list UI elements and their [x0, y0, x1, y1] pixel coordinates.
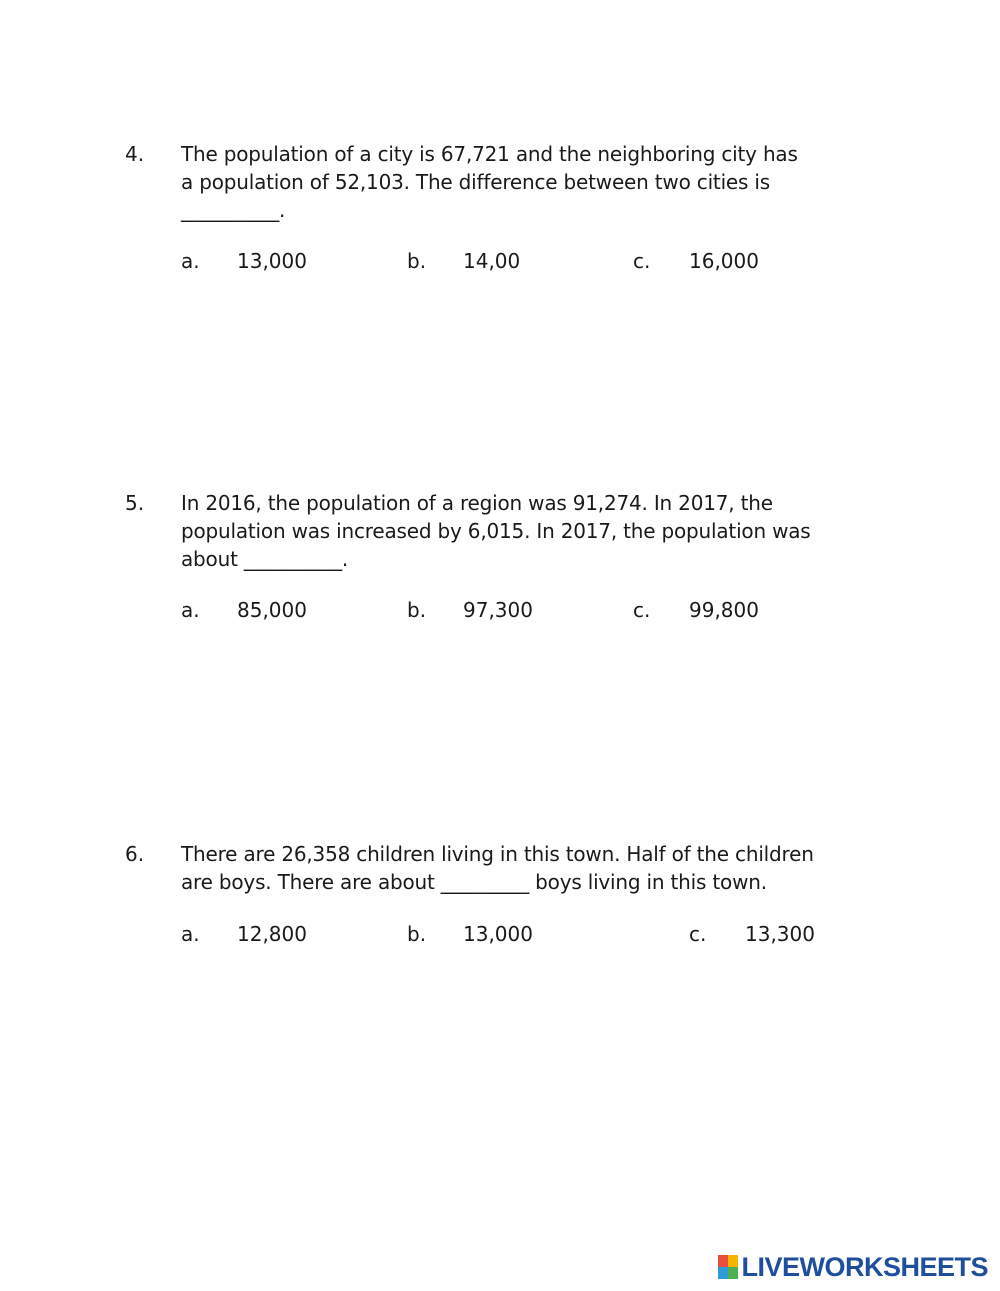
question-text [181, 140, 881, 224]
question-number: 6. [125, 842, 145, 866]
question-text-line: There are 26,358 children living in this town. Half of the children [181, 842, 814, 866]
logo-text: LIVEWORKSHEETS [741, 1251, 988, 1282]
option-value: 13,000 [463, 922, 533, 946]
question-text-line: a population of 52,103. The difference between two cities is [181, 170, 770, 194]
option-c[interactable] [633, 247, 759, 275]
question-text-line: population was increased by 6,015. In 2017, the population was [181, 519, 811, 543]
answer-options [181, 920, 881, 948]
liveworksheets-logo [718, 1253, 988, 1281]
option-letter: b. [407, 249, 427, 273]
question-text-line: The population of a city is 67,721 and the neighboring city has [181, 142, 798, 166]
option-b[interactable] [407, 596, 533, 624]
logo-mark-square [728, 1255, 738, 1267]
option-a[interactable] [181, 247, 307, 275]
logo-mark-square [718, 1255, 728, 1267]
option-letter: c. [689, 922, 707, 946]
option-letter: a. [181, 922, 200, 946]
question-text-line: In 2016, the population of a region was 91,274. In 2017, the [181, 491, 773, 515]
option-a[interactable] [181, 596, 307, 624]
answer-blank-line[interactable]: are boys. There are about _________ boys living in this town. [181, 870, 767, 894]
option-value: 14,00 [463, 249, 521, 273]
question-number: 5. [125, 491, 145, 515]
option-value: 16,000 [689, 249, 759, 273]
option-value: 85,000 [237, 598, 307, 622]
answer-options [181, 596, 881, 624]
option-letter: a. [181, 598, 200, 622]
option-value: 99,800 [689, 598, 759, 622]
answer-blank[interactable]: about __________. [181, 547, 349, 571]
option-value: 13,000 [237, 249, 307, 273]
question-number: 4. [125, 142, 145, 166]
option-value: 97,300 [463, 598, 533, 622]
option-value: 13,300 [745, 922, 815, 946]
option-letter: b. [407, 598, 427, 622]
answer-options [181, 247, 881, 275]
logo-mark-square [728, 1267, 738, 1279]
option-c[interactable] [633, 596, 759, 624]
option-letter: a. [181, 249, 200, 273]
option-a[interactable] [181, 920, 307, 948]
option-c[interactable] [689, 920, 815, 948]
option-value: 12,800 [237, 922, 307, 946]
logo-mark-icon [718, 1255, 738, 1279]
answer-blank[interactable]: __________. [181, 198, 286, 222]
logo-mark-square [718, 1267, 728, 1279]
option-letter: c. [633, 598, 651, 622]
option-b[interactable] [407, 247, 520, 275]
option-letter: c. [633, 249, 651, 273]
option-b[interactable] [407, 920, 533, 948]
question-text [181, 489, 881, 573]
question-text [181, 840, 881, 896]
option-letter: b. [407, 922, 427, 946]
